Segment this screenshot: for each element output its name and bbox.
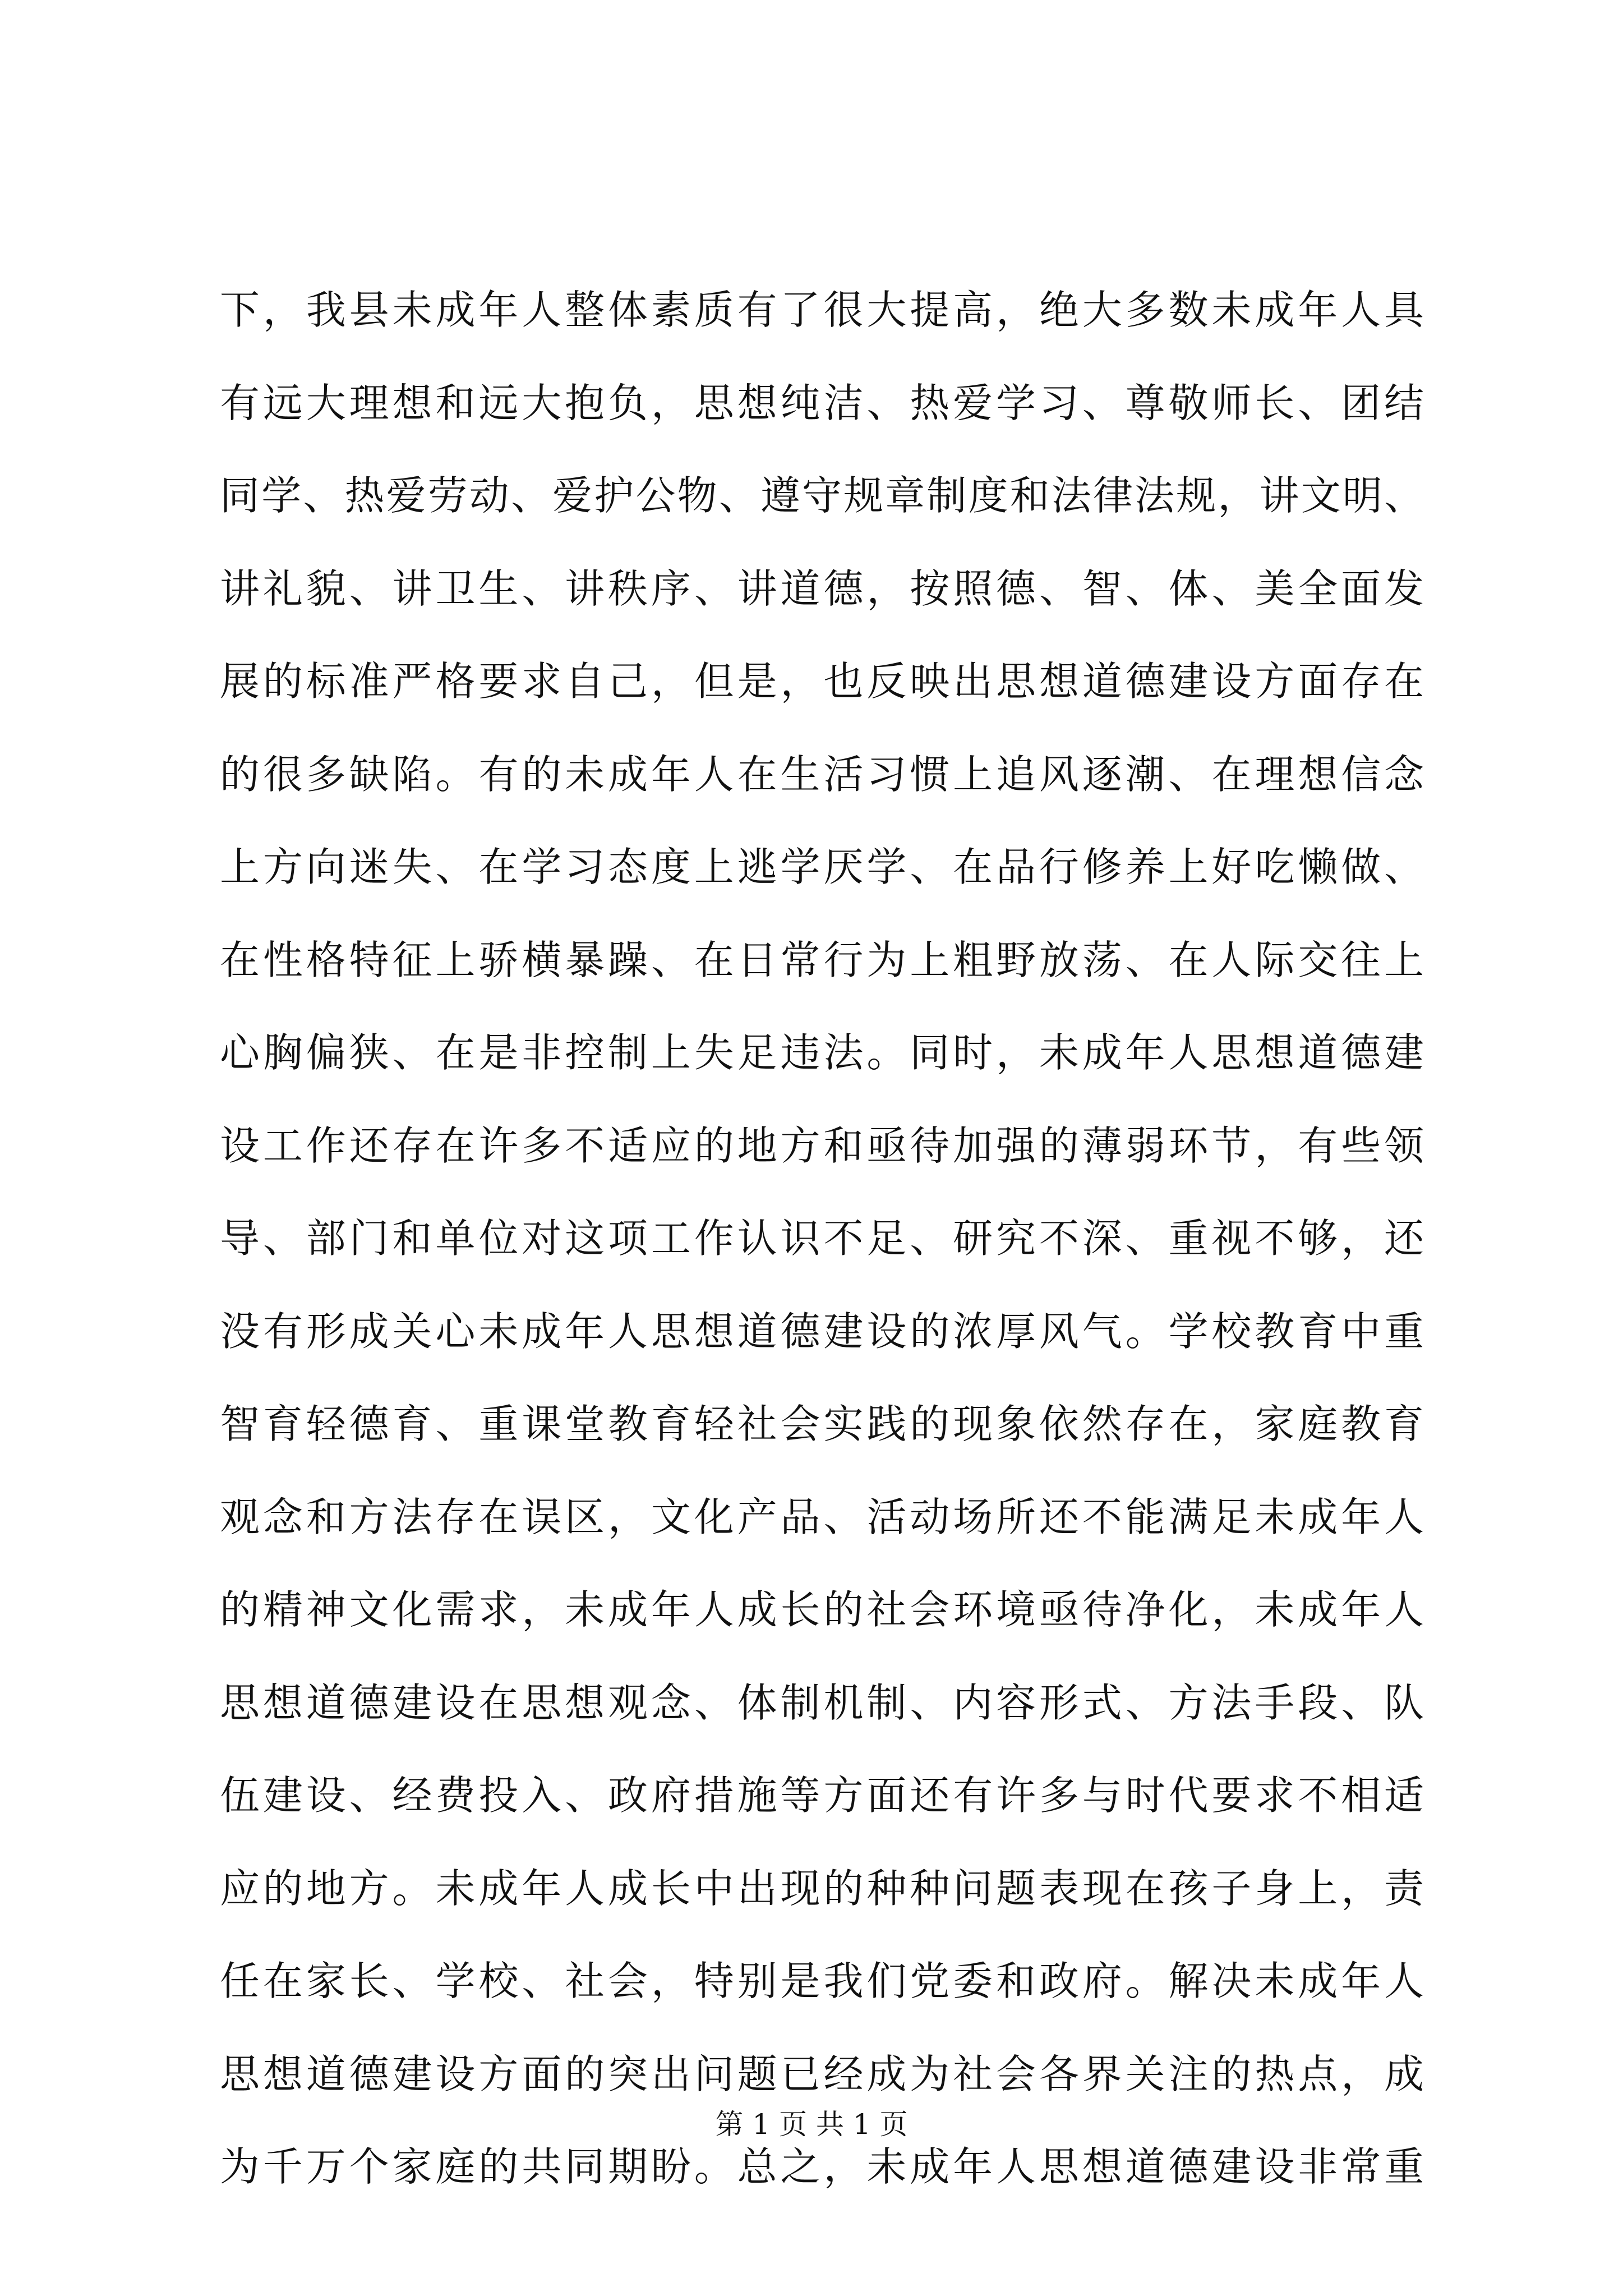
text-line: 上方向迷失、在学习态度上逃学厌学、在品行修养上好吃懒做、	[220, 844, 1426, 890]
text-line: 思想道德建设方面的突出问题已经成为社会各界关注的热点，成	[220, 2050, 1426, 2097]
text-line: 有远大理想和远大抱负，思想纯洁、热爱学习、尊敬师长、团结	[220, 379, 1426, 426]
text-line: 设工作还存在许多不适应的地方和亟待加强的薄弱环节，有些领	[220, 1122, 1426, 1169]
text-line: 展的标准严格要求自己，但是，也反映出思想道德建设方面存在	[220, 658, 1426, 705]
text-line: 在性格特征上骄横暴躁、在日常行为上粗野放荡、在人际交往上	[220, 936, 1426, 983]
text-line: 导、部门和单位对这项工作认识不足、研究不深、重视不够，还	[220, 1215, 1426, 1262]
text-line: 同学、热爱劳动、爱护公物、遵守规章制度和法律法规，讲文明、	[220, 472, 1426, 519]
text-line: 伍建设、经费投入、政府措施等方面还有许多与时代要求不相适	[220, 1772, 1426, 1819]
text-line: 为千万个家庭的共同期盼。总之，未成年人思想道德建设非常重	[220, 2143, 1426, 2190]
text-line: 任在家长、学校、社会，特别是我们党委和政府。解决未成年人	[220, 1958, 1426, 2004]
body-paragraph	[220, 264, 1426, 2214]
text-line: 没有形成关心未成年人思想道德建设的浓厚风气。学校教育中重	[220, 1308, 1426, 1355]
text-line: 思想道德建设在思想观念、体制机制、内容形式、方法手段、队	[220, 1679, 1426, 1726]
text-line: 的很多缺陷。有的未成年人在生活习惯上追风逐潮、在理想信念	[220, 751, 1426, 798]
page-footer	[0, 2105, 1623, 2144]
page-number-label: 第 1 页 共 1 页	[715, 2108, 908, 2141]
text-line: 下，我县未成年人整体素质有了很大提高，绝大多数未成年人具	[220, 287, 1426, 333]
text-line: 智育轻德育、重课堂教育轻社会实践的现象依然存在，家庭教育	[220, 1401, 1426, 1447]
text-line: 心胸偏狭、在是非控制上失足违法。同时，未成年人思想道德建	[220, 1029, 1426, 1076]
text-line: 应的地方。未成年人成长中出现的种种问题表现在孩子身上，责	[220, 1865, 1426, 1912]
text-line: 观念和方法存在误区，文化产品、活动场所还不能满足未成年人	[220, 1493, 1426, 1540]
text-line: 讲礼貌、讲卫生、讲秩序、讲道德，按照德、智、体、美全面发	[220, 565, 1426, 612]
text-line: 的精神文化需求，未成年人成长的社会环境亟待净化，未成年人	[220, 1586, 1426, 1633]
